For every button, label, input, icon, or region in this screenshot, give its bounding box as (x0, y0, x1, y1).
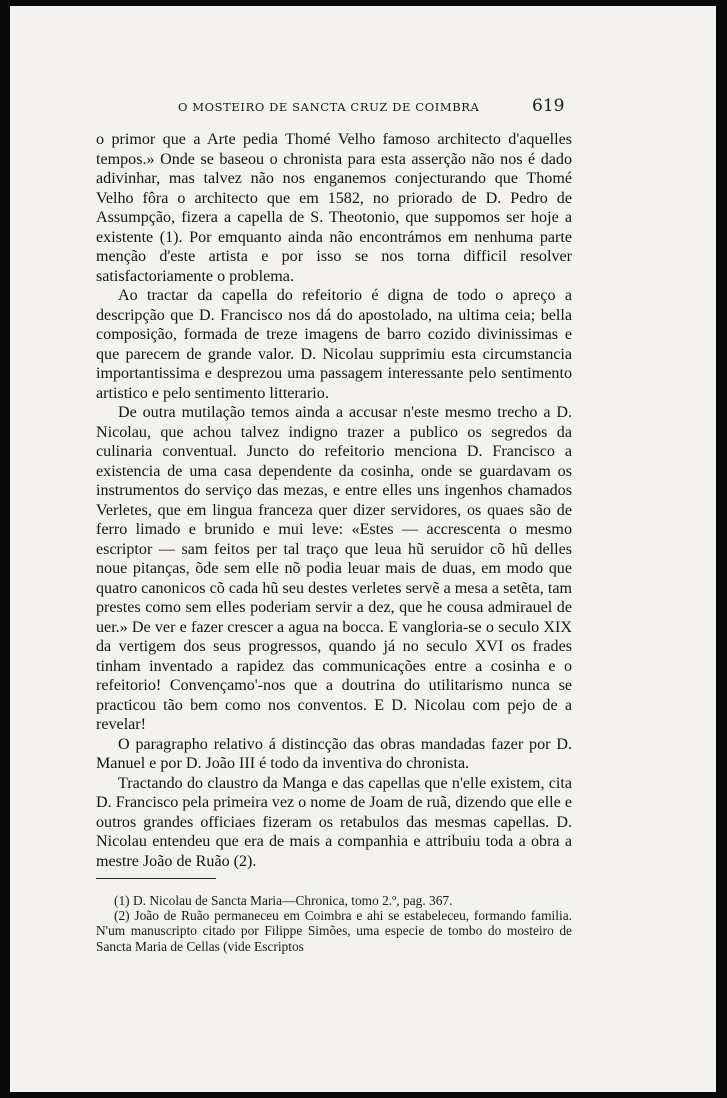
footnote: (2) João de Ruão permaneceu em Coimbra e ahi se estabeleceu, formando familia. N'um manuscripto citado por Filippe Simões, uma especie de tombo do mosteiro de Sancta Maria de Cellas (vide Escriptos (96, 908, 572, 954)
paragraph: o primor que a Arte pedia Thomé Velho famoso architecto d'aquelles tempos.» Onde se baseou o chronista para esta asserção não nos é dado adivinhar, mas talvez não nos enganemos conjecturando que Thomé Velho fôra o architecto que em 1582, no priorado de D. Pedro de Assumpção, fizera a capella de S. Theotonio, que suppomos ser hoje a existente (1). Por emquanto ainda não encontrámos em nenhuma parte menção d'este artista e por isso se nos torna difficil resolver satisfactoriamente o problema. (96, 131, 572, 285)
paragraph: Ao tractar da capella do refeitorio é digna de todo o apreço a descripção que D. Francisco nos dá do apostolado, na ultima ceia; bella composição, formada de treze imagens de barro cozido divinissimas e que parecem de grande valor. D. Nicolau supprimiu esta circumstancia importantissima e desprezou uma passagem interessante pelo sentimento artistico e pelo sentimento litterario. (96, 287, 572, 402)
footnote-divider (96, 878, 216, 879)
footnote: (1) D. Nicolau de Sancta Maria—Chronica, tomo 2.º, pag. 367. (114, 893, 453, 908)
book-page (10, 6, 716, 1092)
footnotes (96, 893, 572, 954)
page-header (10, 96, 716, 118)
paragraph: Tractando do claustro da Manga e das capellas que n'elle existem, cita D. Francisco pela primeira vez o nome de Joam de ruã, dizendo que elle e outros grandes officiaes fizeram os retabulos das mesmas capellas. D. Nicolau entendeu que era de mais a companhia e attribuiu toda a obra a mestre João de Ruão (2). (96, 774, 572, 870)
page-number: 619 (532, 96, 565, 116)
paragraph: O paragrapho relativo á distincção das obras mandadas fazer por D. Manuel e por D. João III é todo da inventiva do chronista. (96, 735, 572, 772)
body-text (96, 130, 572, 871)
running-title: O MOSTEIRO DE SANCTA CRUZ DE COIMBRA (178, 100, 480, 114)
paragraph: De outra mutilação temos ainda a accusar n'este mesmo trecho a D. Nicolau, que achou talvez indigno trazer a publico os segredos da culinaria conventual. Juncto do refeitorio menciona D. Francisco a existencia de uma casa dependente da cosinha, onde se guardavam os instrumentos do serviço das mezas, e entre elles uns ingenhos chamados Verletes, que em lingua franceza quer dizer servidores, os quaes são de ferro limado e brunido e mui leve: «Estes — accrescenta o mesmo escriptor — sam feitos per tal traço que leua hũ seruidor cõ hũ delles noue pitanças, õde sem elle nõ podia leuar mais de duas, em modo que quatro canonicos cõ cada hũ seu destes verletes servẽ a mesa a setẽta, tam prestes como sem elles poderiam servir a dez, que he cousa admirauel de uer.» De ver e fazer crescer a agua na bocca. E vangloria-se o seculo XIX da vertigem dos seus progressos, quando já no seculo XVI os frades tinham inventado a rapidez das communicações entre a cosinha e o refeitorio! Convençamo'-nos que a doutrina do utilitarismo nunca se practicou tão bem como nos conventos. E D. Nicolau com pejo de a revelar! (96, 404, 572, 733)
